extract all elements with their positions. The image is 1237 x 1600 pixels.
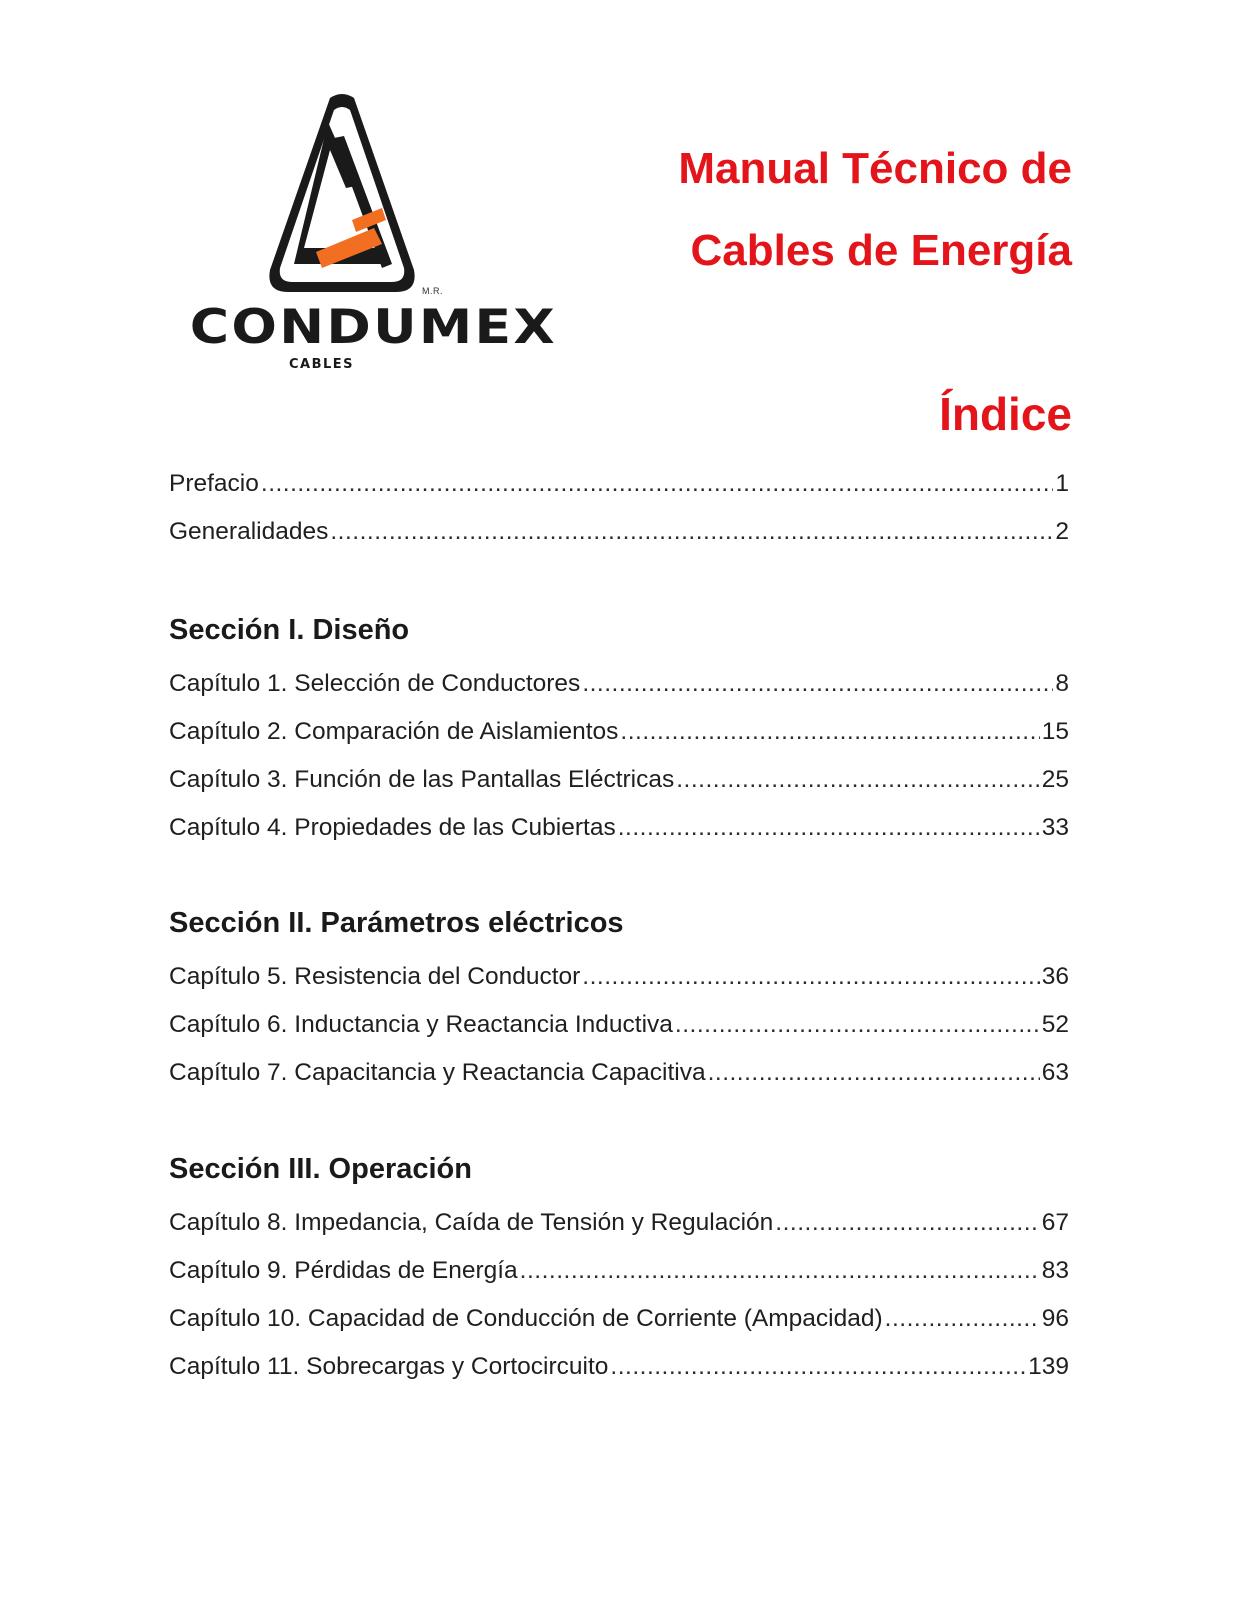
toc-entry-chapter-10[interactable]: [169, 1295, 1069, 1343]
document-title-line1: Manual Técnico de: [678, 144, 1072, 193]
toc-entry-page: 67: [1041, 1209, 1069, 1236]
toc-entry-chapter-5[interactable]: [169, 953, 1069, 1001]
toc-entry-chapter-3[interactable]: [169, 756, 1069, 804]
toc-leader-dots: [582, 660, 1053, 708]
section-title: Sección III. Operación: [169, 1153, 472, 1185]
index-heading: Índice: [939, 388, 1072, 440]
toc-entry-page: 52: [1041, 1011, 1069, 1038]
toc-leader-dots: [676, 756, 1039, 804]
toc-entry-chapter-9[interactable]: [169, 1247, 1069, 1295]
toc-entry-label: Capítulo 2. Comparación de Aislamientos: [169, 718, 619, 745]
toc-leader-dots: [520, 1247, 1040, 1295]
condumex-logo: [134, 92, 557, 382]
toc-entry-label: Capítulo 4. Propiedades de las Cubiertas: [169, 814, 616, 841]
toc-entry-prefacio[interactable]: [169, 460, 1069, 508]
toc-entry-chapter-2[interactable]: [169, 708, 1069, 756]
toc-entry-chapter-4[interactable]: [169, 804, 1069, 852]
toc-entry-chapter-8[interactable]: [169, 1199, 1069, 1247]
toc-leader-dots: [775, 1199, 1039, 1247]
toc-entry-page: 96: [1041, 1305, 1069, 1332]
toc-leader-dots: [330, 508, 1053, 556]
toc-entry-label: Capítulo 8. Impedancia, Caída de Tensión y Regulación: [169, 1209, 774, 1236]
toc-entry-generalidades[interactable]: [169, 508, 1069, 556]
toc-leader-dots: [708, 1049, 1040, 1097]
toc-leader-dots: [582, 953, 1039, 1001]
condumex-triangle-icon: [264, 92, 420, 298]
toc-entry-label: Generalidades: [169, 518, 329, 545]
toc-entry-chapter-1[interactable]: [169, 660, 1069, 708]
toc-entry-label: Capítulo 1. Selección de Conductores: [169, 670, 581, 697]
toc-entry-page: 83: [1041, 1257, 1069, 1284]
toc-leader-dots: [618, 804, 1040, 852]
toc-entry-page: 2: [1055, 518, 1069, 545]
toc-entry-chapter-6[interactable]: [169, 1001, 1069, 1049]
toc-leader-dots: [675, 1001, 1040, 1049]
brand-name: CONDUMEX: [189, 300, 557, 355]
toc-entry-page: 36: [1041, 963, 1069, 990]
toc-entry-page: 15: [1041, 718, 1069, 745]
document-title-line2: Cables de Energía: [690, 226, 1072, 275]
toc-entry-chapter-11[interactable]: [169, 1343, 1069, 1391]
toc-leader-dots: [885, 1295, 1040, 1343]
toc-entry-label: Capítulo 10. Capacidad de Conducción de Corriente (Ampacidad): [169, 1305, 883, 1332]
toc-entry-label: Capítulo 11. Sobrecargas y Cortocircuito: [169, 1353, 609, 1380]
intro-entries: [169, 460, 1069, 556]
section-1: [169, 610, 1069, 852]
toc-entry-label: Capítulo 6. Inductancia y Reactancia Inductiva: [169, 1011, 673, 1038]
toc-entry-chapter-7[interactable]: [169, 1049, 1069, 1097]
toc-entry-page: 25: [1041, 766, 1069, 793]
toc-entry-page: 139: [1028, 1353, 1069, 1380]
toc-leader-dots: [620, 708, 1039, 756]
section-2: [169, 903, 1069, 1097]
toc-entry-page: 63: [1041, 1059, 1069, 1086]
section-title: Sección II. Parámetros eléctricos: [169, 907, 624, 939]
toc-entry-page: 1: [1055, 470, 1069, 497]
toc-entry-label: Capítulo 3. Función de las Pantallas Eléctricas: [169, 766, 675, 793]
toc-entry-label: Capítulo 5. Resistencia del Conductor: [169, 963, 581, 990]
table-of-contents: [169, 460, 1069, 556]
section-3: [169, 1149, 1069, 1391]
toc-entry-label: Capítulo 9. Pérdidas de Energía: [169, 1257, 518, 1284]
toc-leader-dots: [261, 460, 1053, 508]
toc-entry-page: 33: [1041, 814, 1069, 841]
registered-mark: M.R.: [422, 286, 443, 296]
toc-leader-dots: [610, 1343, 1026, 1391]
section-title: Sección I. Diseño: [169, 614, 410, 646]
toc-entry-page: 8: [1055, 670, 1069, 697]
toc-entry-label: Prefacio: [169, 470, 259, 497]
toc-entry-label: Capítulo 7. Capacitancia y Reactancia Capacitiva: [169, 1059, 706, 1086]
brand-subname: CABLES: [289, 357, 355, 372]
